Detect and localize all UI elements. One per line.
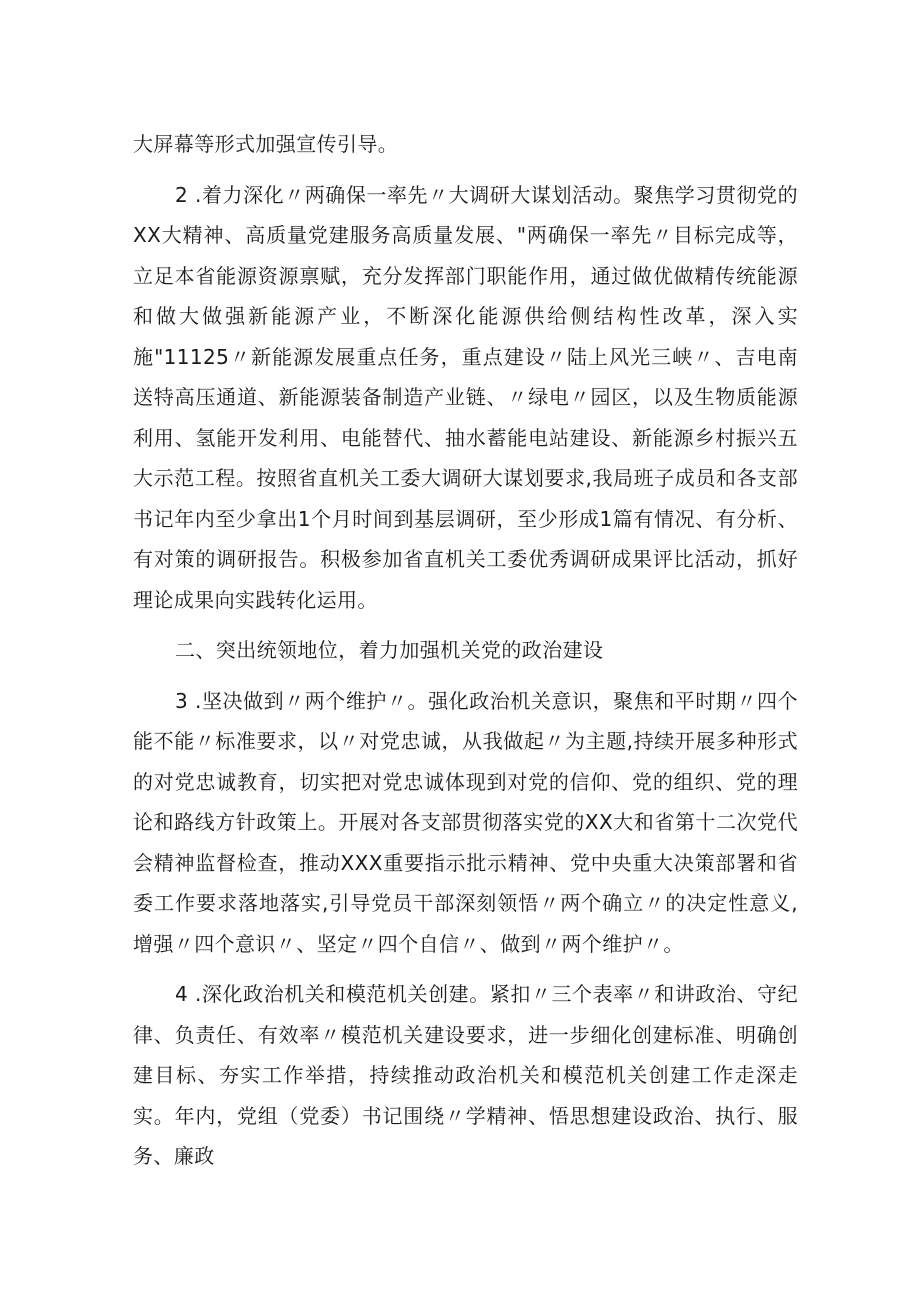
paragraph-gap: [133, 165, 798, 175]
paragraph-gap: [133, 620, 798, 630]
paragraph-gap: [133, 671, 798, 681]
paragraph-item-2: 2 .着力深化〃两确保一率先〃大调研大谋划活动。聚焦学习贯彻党的XX大精神、高质量党建服务高质量发展、"两确保一率先〃目标完成等，立足本省能源资源禀赋，充分发挥部门职能作用，通过做优做精传统能源和做大做强新能源产业，不断深化能源供给侧结构性改革，深入实施"11125〃新能源发展重点任务，重点建设〃陆上风光三峡〃、吉电南送特高压通道、新能源装备制造产业链、〃绿电〃园区，以及生物质能源利用、氢能开发利用、电能替代、抽水蓄能电站建设、新能源乡村振兴五大示范工程。按照省直机关工委大调研大谋划要求,我局班子成员和各支部书记年内至少拿出1个月时间到基层调研，至少形成1篇有情况、有分析、有对策的调研报告。积极参加省直机关工委优秀调研成果评比活动，抓好理论成果向实践转化运用。: [133, 182, 798, 612]
paragraph-gap: [133, 964, 798, 974]
paragraph-item-3: 3 .坚决做到〃两个维护〃。强化政治机关意识，聚焦和平时期〃四个能不能〃标准要求，以〃对党忠诚，从我做起〃为主题,持续开展多种形式的对党忠诚教育，切实把对党忠诚体现到对党的信仰、党的组织、党的理论和路线方针政策上。开展对各支部贯彻落实党的XX大和省第十二次党代会精神监督检查，推动XXX重要指示批示精神、党中央重大决策部署和省委工作要求落地落实,引导党员干部深刻领悟〃两个确立〃的决定性意义,增强〃四个意识〃、坚定〃四个自信〃、做到〃两个维护〃。: [133, 688, 798, 956]
paragraph-item-4: 4 .深化政治机关和模范机关创建。紧扣〃三个表率〃和讲政治、守纪律、负责任、有效率〃模范机关建设要求，进一步细化创建标准、明确创建目标、夯实工作举措，持续推动政治机关和模范机关创建工作走深走实。年内，党组（党委）书记围绕〃学精神、悟思想建设政治、执行、服务、廉政: [133, 982, 798, 1168]
section-heading-2: 二、突出统领地位，着力加强机关党的政治建设: [175, 638, 604, 662]
paragraph-continued: 大屏幕等形式加强宣传引导。: [133, 132, 399, 156]
